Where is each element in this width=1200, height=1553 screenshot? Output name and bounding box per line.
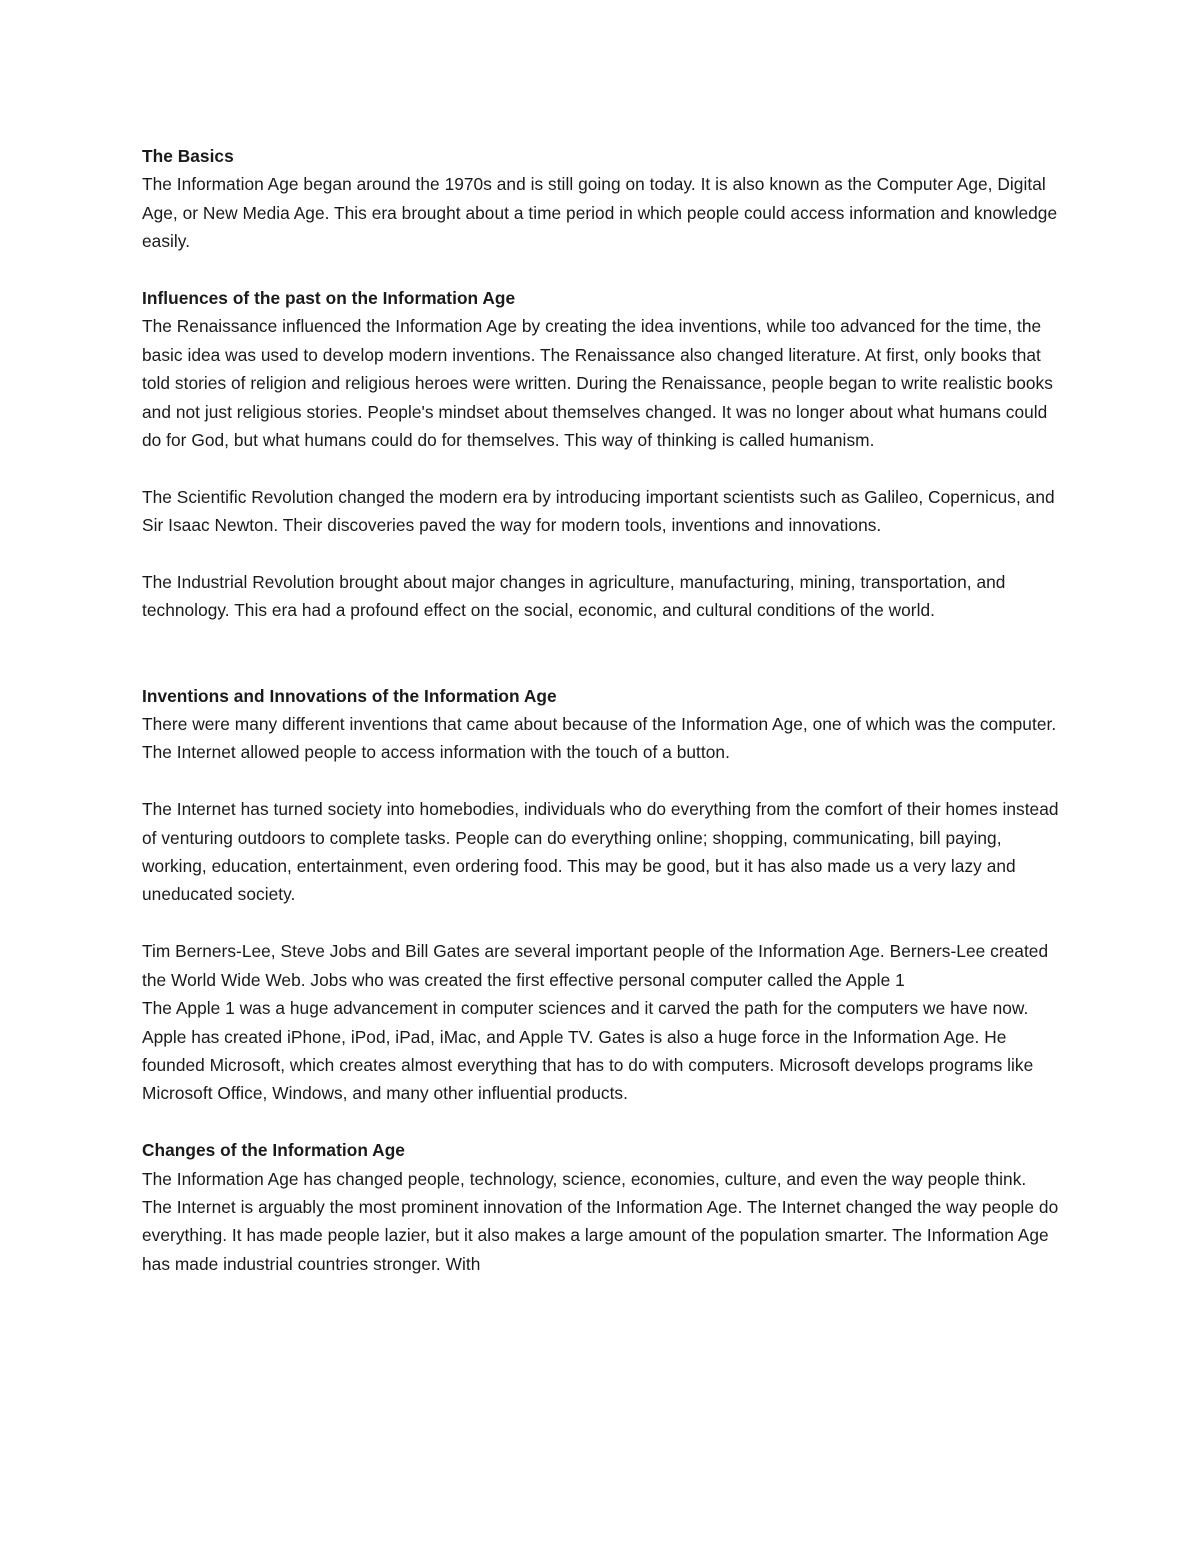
paragraph: The Industrial Revolution brought about major changes in agriculture, manufacturing, mining, transportation, and technology. This era had a profound effect on the social, economic, and cultural conditions of the world. — [142, 572, 1006, 621]
heading-the-basics: The Basics — [142, 146, 234, 166]
paragraph: The Scientific Revolution changed the modern era by introducing important scientists such as Galileo, Copernicus, and Sir Isaac Newton. Their discoveries paved the way for modern tools, inventions and innovations. — [142, 486, 1055, 536]
paragraph: The Information Age began around the 1970s and is still going on today. It is also known as the Computer Age, Digital Age, or New Media Age. This era brought about a time period in which people could access information and knowledge easily. — [142, 174, 1058, 252]
paragraph: Tim Berners-Lee, Steve Jobs and Bill Gates are several important people of the Information Age. Berners-Lee created the World Wide Web. Jobs who was created the first effective personal computer called the Apple 1 — [142, 941, 1049, 990]
section-inventions — [142, 682, 1060, 1108]
paragraph: The Internet has turned society into homebodies, individuals who do everything from the comfort of their homes instead of venturing outdoors to complete tasks. People can do everything online; shopping, communicating, bill paying, working, education, entertainment, even ordering food. This may be good, but it has also made us a very lazy and uneducated society. — [142, 799, 1059, 905]
paragraph-spacer — [142, 256, 1060, 284]
paragraph-spacer — [142, 909, 1060, 937]
section-changes — [142, 1136, 1060, 1278]
heading-influences: Influences of the past on the Information Age — [142, 288, 516, 309]
paragraph-spacer — [142, 540, 1060, 568]
paragraph: The Renaissance influenced the Information Age by creating the idea inventions, while too advanced for the time, the basic idea was used to develop modern inventions. The Renaissance also changed literature. At first, only books that told stories of religion and religious heroes were written. During the Renaissance, people began to write realistic books and not just religious stories. People's mindset about themselves changed. It was no longer about what humans could do for God, but what humans could do for themselves. This way of thinking is called humanism. — [142, 316, 1053, 451]
paragraph: There were many different inventions that came about because of the Information Age, one of which was the computer. The Internet allowed people to access information with the touch of a button. — [142, 714, 1057, 763]
paragraph-spacer — [142, 454, 1060, 482]
heading-inventions: Inventions and Innovations of the Information Age — [142, 685, 557, 706]
section-influences — [142, 284, 1060, 625]
document-body — [142, 142, 1060, 1278]
section-basics — [142, 142, 1060, 256]
paragraph: The Apple 1 was a huge advancement in computer sciences and it carved the path for the computers we have now. Apple has created iPhone, iPod, iPad, iMac, and Apple TV. Gates is also a huge force in the Information Age. He founded Microsoft, which creates almost everything that has to do with computers. Microsoft develops programs like Microsoft Office, Windows, and many other influential products. — [142, 998, 1034, 1104]
paragraph-spacer — [142, 1108, 1060, 1136]
paragraph-spacer — [142, 767, 1060, 795]
paragraph: The Information Age has changed people, technology, science, economies, culture, and even the way people think. The Internet is arguably the most prominent innovation of the Information Age. The Internet changed the way people do everything. It has made people lazier, but it also makes a large amount of the population smarter. The Information Age has made industrial countries stronger. With — [142, 1168, 1059, 1274]
heading-changes: Changes of the Information Age — [142, 1140, 405, 1161]
paragraph-spacer — [142, 625, 1060, 682]
